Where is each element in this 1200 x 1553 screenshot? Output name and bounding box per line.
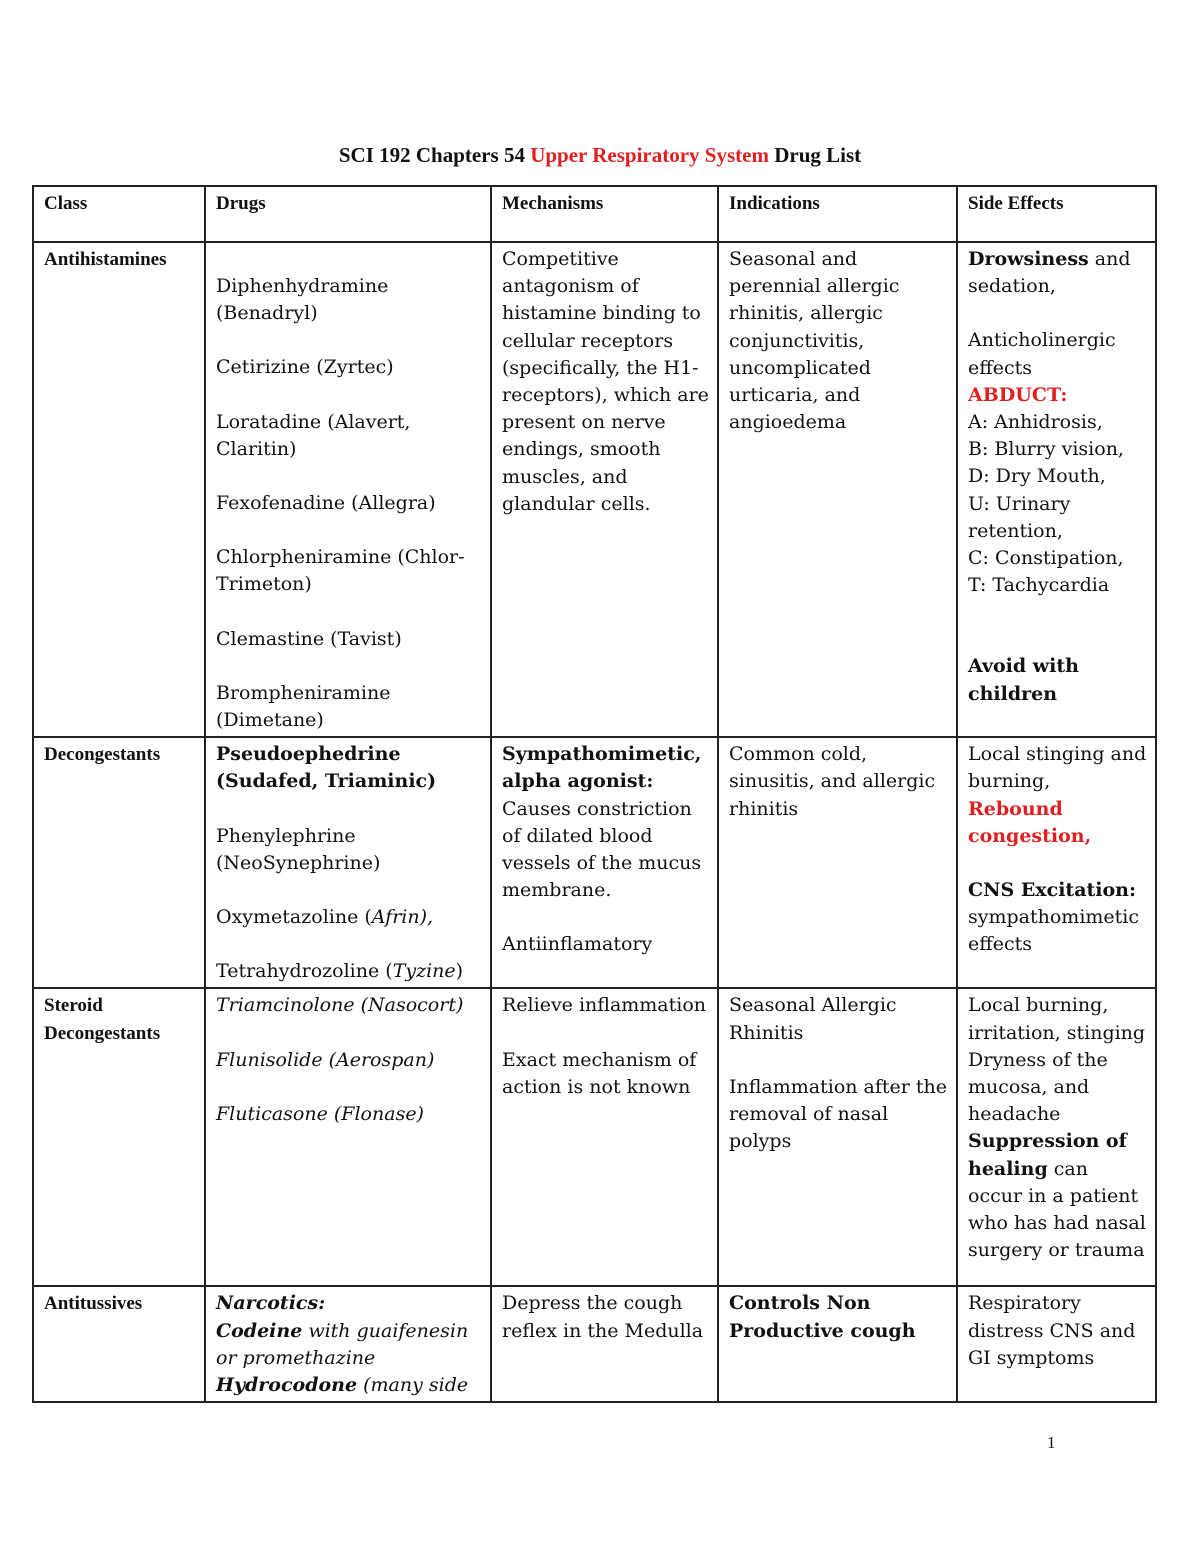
abduct-item: U: Urinary retention,	[968, 492, 1071, 542]
drugs-cell	[205, 1286, 491, 1402]
class-cell: Antitussives	[33, 1286, 205, 1402]
header-mechanisms: Mechanisms	[491, 186, 718, 242]
indications-cell	[718, 988, 957, 1286]
table-row	[33, 988, 1156, 1286]
drug-detail: with guaifenesin or promethazine	[216, 1319, 469, 1369]
abduct-item: D: Dry Mouth,	[968, 465, 1106, 488]
drug-item	[216, 1372, 482, 1399]
side-effects-cell	[957, 737, 1156, 988]
drug-brand: Tyzine	[392, 960, 456, 983]
class-cell: Decongestants	[33, 737, 205, 988]
drug-name: Tetrahydrozoline (	[216, 960, 393, 983]
indications-cell: Seasonal and perennial allergic rhinitis, allergic conjunctivitis, uncomplicated urticaria, and angioedema	[718, 242, 957, 737]
class-cell	[33, 242, 205, 737]
header-indications: Indications	[718, 186, 957, 242]
drug-item: Loratadine (Alavert, Claritin)	[216, 410, 411, 460]
drug-item: Pseudoephedrine (Sudafed, Triaminic)	[216, 743, 437, 793]
side-text: can occur in a patient who has had nasal surgery or trauma	[968, 1157, 1146, 1262]
drugs-cell	[205, 988, 491, 1286]
mechanism-cell	[491, 988, 718, 1286]
mechanism-cell: Competitive antagonism of histamine binding to cellular receptors (specifically, the H1-receptors), which are present on nerve endings, smooth muscles, and glandular cells.	[491, 242, 718, 737]
drugs-cell	[205, 737, 491, 988]
header-row	[33, 186, 1156, 242]
drug-name: Codeine	[216, 1319, 303, 1342]
side-effects-cell	[957, 988, 1156, 1286]
avoid-note: Avoid with children	[968, 655, 1079, 705]
mechanism-bold: Sympathomimetic, alpha agonist:	[502, 743, 702, 793]
drug-brand: Afrin),	[371, 906, 434, 929]
drug-item	[216, 904, 482, 931]
side-effects-cell: Respiratory distress CNS and GI symptoms	[957, 1286, 1156, 1402]
drug-item: Fluticasone (Flonase)	[216, 1102, 424, 1125]
side-text: Local stinging and burning,	[968, 743, 1147, 793]
side-bold: Suppression of healing	[968, 1130, 1127, 1180]
drug-item	[216, 958, 482, 985]
class-cell: Steroid Decongestants	[33, 988, 205, 1286]
mechanism-text: Causes constriction of dilated blood vessels of the mucus membrane.	[502, 797, 702, 902]
abduct-label: ABDUCT:	[968, 383, 1068, 406]
side-text: and sedation,	[968, 248, 1131, 298]
drug-item: Clemastine (Tavist)	[216, 627, 402, 650]
mechanism-cell	[491, 737, 718, 988]
abduct-item: T: Tachycardia	[968, 574, 1110, 597]
mechanism-text: Exact mechanism of action is not known	[502, 1048, 697, 1098]
title-highlight: Upper Respiratory System	[530, 143, 769, 167]
header-class: Class	[33, 186, 205, 242]
title-suffix: Drug List	[774, 143, 862, 167]
drug-name: Oxymetazoline (	[216, 906, 372, 929]
page-number: 1	[1047, 1433, 1056, 1452]
mechanism-text: Relieve inflammation	[502, 994, 707, 1017]
side-bold: Drowsiness	[968, 248, 1089, 270]
side-warning: Rebound congestion,	[968, 797, 1092, 847]
drug-item: Phenylephrine (NeoSynephrine)	[216, 824, 381, 874]
drug-paren: )	[455, 960, 464, 983]
mechanism-text: Antiinflamatory	[502, 933, 653, 956]
page-title	[0, 143, 1200, 168]
table-row	[33, 1286, 1156, 1402]
mechanism-cell: Depress the cough reflex in the Medulla	[491, 1286, 718, 1402]
side-text: Local burning, irritation, stinging Dryness of the mucosa, and headache	[968, 994, 1146, 1126]
indication-text: Seasonal Allergic Rhinitis	[729, 994, 897, 1044]
title-prefix: SCI 192 Chapters 54	[338, 143, 525, 167]
drug-item: Cetirizine (Zyrtec)	[216, 356, 394, 379]
side-effects-cell	[957, 242, 1156, 737]
table-row	[33, 242, 1156, 737]
drug-item: Triamcinolone (Nasocort)	[216, 994, 464, 1017]
drug-item: Chlorpheniramine (Chlor-Trimeton)	[216, 546, 465, 596]
indications-cell: Controls Non Productive cough	[718, 1286, 957, 1402]
header-side-effects: Side Effects	[957, 186, 1156, 242]
drug-item	[216, 1318, 482, 1372]
drugs-cell	[205, 242, 491, 737]
drug-item: Diphenhydramine (Benadryl)	[216, 275, 389, 325]
indication-text: Inflammation after the removal of nasal polyps	[729, 1075, 948, 1153]
side-bold: CNS Excitation:	[968, 879, 1137, 902]
class-label: Antihistamines	[44, 249, 167, 270]
drug-item: Fexofenadine (Allegra)	[216, 492, 436, 515]
table-row	[33, 737, 1156, 988]
header-drugs: Drugs	[205, 186, 491, 242]
abduct-item: B: Blurry vision,	[968, 438, 1124, 461]
abduct-item: C: Constipation,	[968, 547, 1124, 570]
drug-name: Hydrocodone	[216, 1374, 358, 1397]
drug-detail: (many side	[357, 1374, 469, 1397]
abduct-item: A: Anhidrosis,	[968, 411, 1103, 434]
drug-item: Brompheniramine (Dimetane)	[216, 681, 391, 732]
side-text: sympathomimetic effects	[968, 906, 1140, 956]
indications-cell: Common cold, sinusitis, and allergic rhinitis	[718, 737, 957, 988]
side-text: Anticholinergic effects	[968, 329, 1116, 379]
drug-heading: Narcotics:	[216, 1292, 326, 1315]
drug-item: Flunisolide (Aerospan)	[216, 1048, 435, 1071]
drug-table	[32, 185, 1157, 1403]
